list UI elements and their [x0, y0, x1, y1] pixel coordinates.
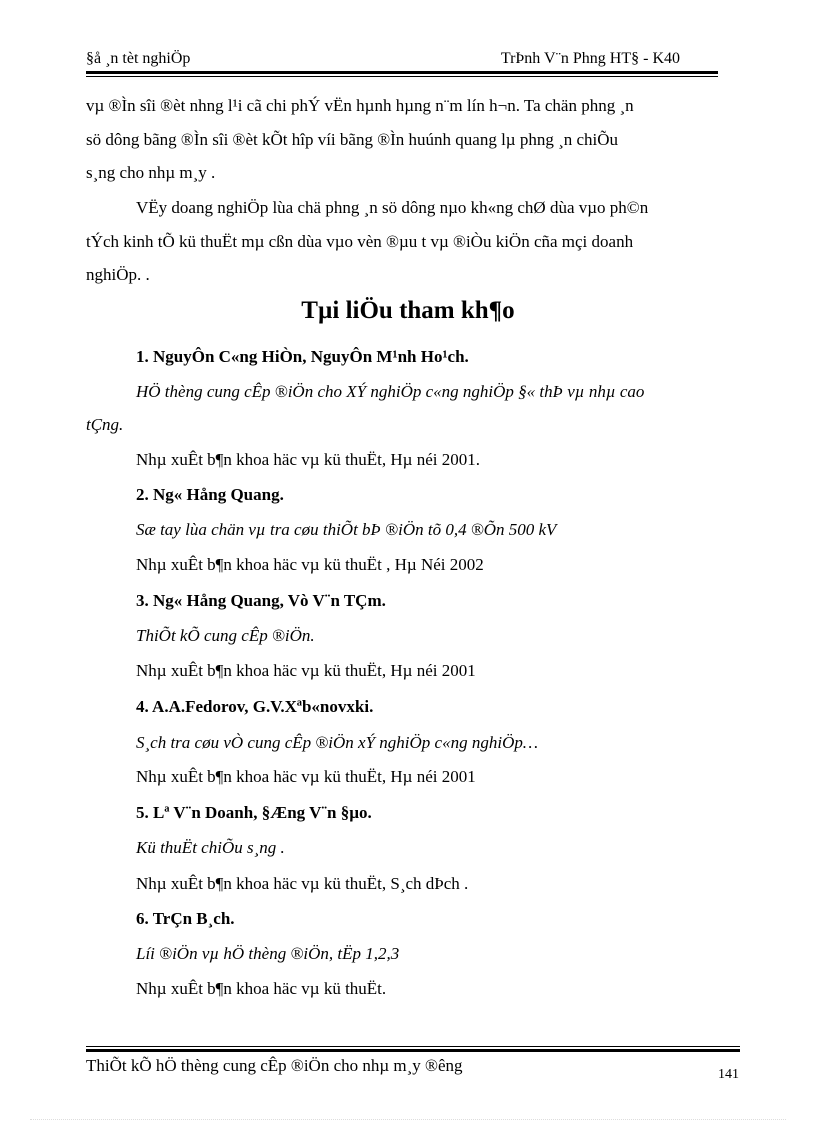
- header-rule-thin: [86, 76, 718, 77]
- page-bottom-dotted-border: [30, 1119, 786, 1120]
- reference-title: S¸ch tra cøu vÒ cung cÊp ®iÖn xÝ nghiÖp c«ng nghiÖp…: [136, 733, 538, 752]
- body-line: tÝch kinh tÕ kü thuËt mµ cßn dùa vµo vèn ®µu t vµ ®iÒu kiÖn cña mçi doanh: [86, 232, 634, 251]
- footer-rule-thick: [86, 1049, 740, 1052]
- reference-author: 3. Ng« Hång Quang, Vò V¨n TÇm.: [136, 591, 386, 610]
- reference-title: Líi ®iÖn vµ hÖ thèng ®iÖn, tËp 1,2,3: [136, 944, 400, 963]
- reference-author: 4. A.A.Fedorov, G.V.Xªb«novxki.: [136, 697, 374, 716]
- body-line: VËy doang nghiÖp lùa chä phng ¸n sö dông nµo kh«ng chØ dùa vµo ph©n: [136, 198, 649, 217]
- page-number: 141: [718, 1067, 739, 1082]
- reference-title: ThiÕt kÕ cung cÊp ®iÖn.: [136, 626, 315, 645]
- reference-author: 1. NguyÔn C«ng HiÒn, NguyÔn M¹nh Ho¹ch.: [136, 347, 469, 366]
- page-header: [86, 50, 718, 72]
- reference-publisher: Nhµ xuÊt b¶n khoa häc vµ kü thuËt, S¸ch dÞch .: [136, 874, 469, 893]
- reference-publisher: Nhµ xuÊt b¶n khoa häc vµ kü thuËt.: [136, 979, 387, 998]
- body-line: nghiÖp. .: [86, 265, 150, 284]
- references-title: Tµi liÖu tham kh¶o: [301, 297, 515, 324]
- reference-title: Sæ tay lùa chän vµ tra cøu thiÕt bÞ ®iÖn tõ 0,4 ®Õn 500 kV: [136, 520, 557, 539]
- reference-publisher: Nhµ xuÊt b¶n khoa häc vµ kü thuËt , Hµ Néi 2002: [136, 555, 484, 574]
- reference-publisher: Nhµ xuÊt b¶n khoa häc vµ kü thuËt, Hµ néi 2001.: [136, 450, 480, 469]
- header-right-author: TrÞnh V¨n Phng HT§ - K40: [500, 50, 680, 67]
- footer-rule-thin: [86, 1046, 740, 1047]
- reference-author: 5. Lª V¨n Doanh, §Æng V¨n §µo.: [136, 803, 372, 822]
- reference-author: 6. TrÇn B¸ch.: [136, 909, 235, 928]
- header-rule-thick: [86, 71, 718, 74]
- reference-title: Kü thuËt chiÕu s¸ng .: [136, 838, 285, 857]
- reference-publisher: Nhµ xuÊt b¶n khoa häc vµ kü thuËt, Hµ néi 2001: [136, 767, 476, 786]
- header-left-title: §å ¸n tèt nghiÖp: [86, 50, 191, 67]
- reference-publisher: Nhµ xuÊt b¶n khoa häc vµ kü thuËt, Hµ néi 2001: [136, 661, 476, 680]
- reference-title-cont: tÇng.: [86, 415, 124, 434]
- body-line: sö dông bãng ®Ìn sîi ®èt kÕt hîp víi bãng ®Ìn huúnh quang lµ phng ¸n chiÕu: [86, 130, 619, 149]
- footer-text: ThiÕt kÕ hÖ thèng cung cÊp ®iÖn cho nhµ m¸y ®êng: [86, 1056, 463, 1075]
- body-line: vµ ®Ìn sîi ®èt nhng l¹i cã chi phÝ vËn hµnh hµng n¨m lín h¬n. Ta chän phng ¸n: [86, 96, 634, 115]
- body-line: s¸ng cho nhµ m¸y .: [86, 163, 216, 182]
- reference-author: 2. Ng« Hång Quang.: [136, 485, 284, 504]
- reference-title: HÖ thèng cung cÊp ®iÖn cho XÝ nghiÖp c«ng nghiÖp §« thÞ vµ nhµ cao: [136, 382, 645, 401]
